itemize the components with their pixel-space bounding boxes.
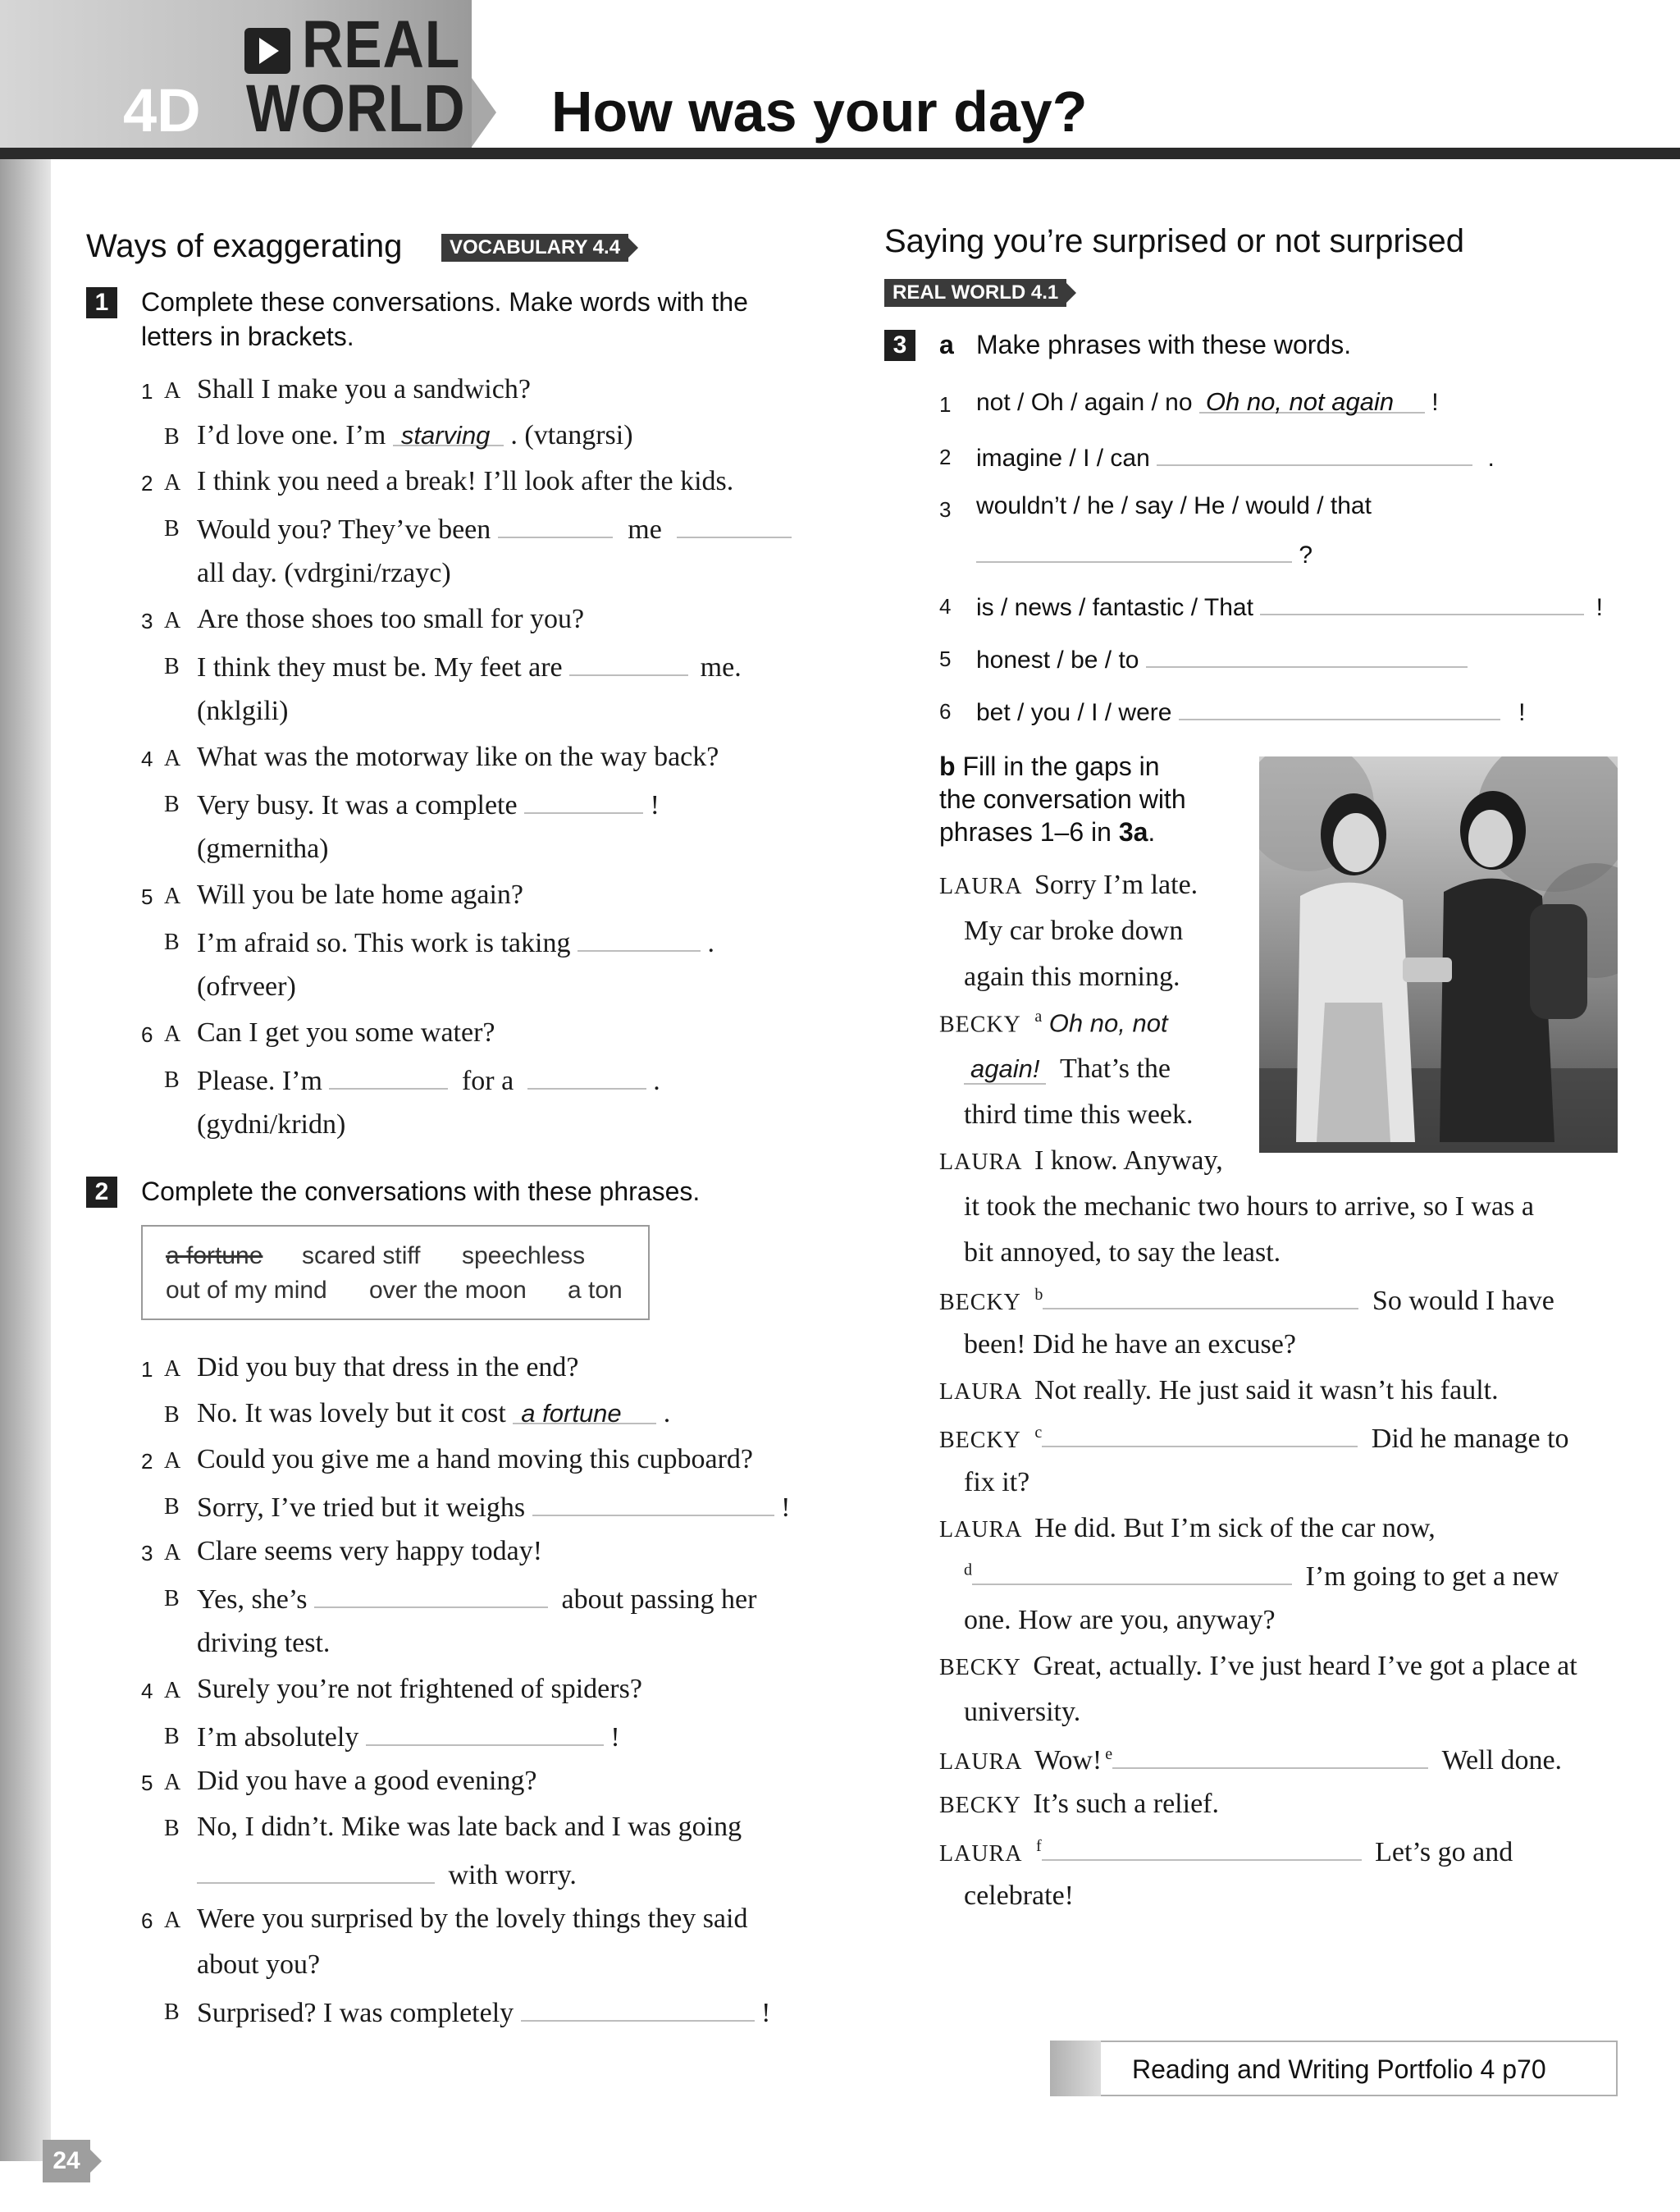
part-a-label: a xyxy=(939,330,954,359)
item-number: 4 xyxy=(939,594,952,619)
line-b: I’m absolutely ! xyxy=(197,1720,620,1753)
speaker-b: B xyxy=(164,1724,180,1749)
exercise-3-number: 3 xyxy=(884,330,915,361)
exercise-1-instruction: Complete these conversations. Make words with the xyxy=(141,287,748,317)
line-b-cont: all day. (vdrgini/rzayc) xyxy=(197,558,451,588)
dialogue-line-cont: $^d$ I’m going to get a new xyxy=(964,1559,1559,1593)
answer-blank[interactable] xyxy=(1042,1421,1358,1447)
exercise-2-instruction: Complete the conversations with these phrases. xyxy=(141,1177,701,1206)
line-b: I’m afraid so. This work is taking . xyxy=(197,925,714,959)
item-number: 6 xyxy=(939,699,952,724)
answer-blank[interactable] xyxy=(1146,642,1468,668)
answer-blank[interactable] xyxy=(1179,694,1500,720)
answer-blank[interactable] xyxy=(976,537,1292,563)
line-a: Did you buy that dress in the end? xyxy=(197,1352,579,1382)
speaker-b: B xyxy=(164,1586,180,1611)
word-prompt: imagine / I / can . xyxy=(976,440,1495,473)
item-number: 1 xyxy=(141,1357,153,1382)
phrase: scared stiff xyxy=(302,1242,421,1269)
speaker-b: B xyxy=(164,792,180,817)
answer-blank[interactable]: starving xyxy=(393,420,504,446)
speaker-a: A xyxy=(164,884,182,909)
header-rule xyxy=(0,148,1680,159)
item-number: 6 xyxy=(141,1908,153,1933)
line-b: Would you? They’ve been me xyxy=(197,512,792,546)
phrase: speechless xyxy=(462,1242,586,1269)
answer-blank[interactable] xyxy=(521,1995,755,2022)
line-a: Were you surprised by the lovely things they said xyxy=(197,1904,748,1934)
answer-blank[interactable] xyxy=(498,512,613,538)
part-b-instruction-cont: the conversation with xyxy=(939,784,1186,814)
brand-world: WORLD xyxy=(246,71,466,146)
item-number: 6 xyxy=(141,1022,153,1047)
speaker-b: B xyxy=(164,930,180,955)
speaker-b: B xyxy=(164,1402,180,1428)
exercise-1-number: 1 xyxy=(86,287,117,318)
answer-blank[interactable]: Oh no, not again xyxy=(1199,387,1425,414)
word-prompt: wouldn’t / he / say / He / would / that xyxy=(976,492,1372,519)
item-number: 3 xyxy=(141,1541,153,1565)
line-a: Did you have a good evening? xyxy=(197,1766,537,1796)
dialogue-line-cont: bit annoyed, to say the least. xyxy=(964,1237,1281,1268)
page-number: 24 xyxy=(43,2140,90,2182)
line-a: Clare seems very happy today! xyxy=(197,1536,543,1566)
dialogue-line: BECKY Great, actually. I’ve just heard I’ve got a place at xyxy=(939,1651,1577,1681)
exercise-2-number: 2 xyxy=(86,1177,117,1208)
speaker-a: A xyxy=(164,1770,182,1795)
line-a: Are those shoes too small for you? xyxy=(197,604,585,634)
answer-blank[interactable] xyxy=(314,1582,548,1608)
dialogue-line-cont: again! That’s the xyxy=(964,1053,1171,1085)
line-b: Very busy. It was a complete ! xyxy=(197,788,660,821)
dialogue-line: LAURA Wow! $^e$ Well done. xyxy=(939,1743,1562,1776)
part-b-instruction: b Fill in the gaps in xyxy=(939,752,1160,781)
speaker-a: A xyxy=(164,1540,182,1565)
answer-blank[interactable] xyxy=(972,1559,1292,1585)
dialogue-line: LAURA Sorry I’m late. xyxy=(939,870,1198,900)
brand-real: REAL xyxy=(302,7,461,82)
word-prompt: bet / you / I / were ! xyxy=(976,694,1525,727)
item-number: 2 xyxy=(141,471,153,496)
answer-blank[interactable] xyxy=(1260,589,1584,615)
answer-blank[interactable] xyxy=(1043,1283,1358,1309)
dialogue-line: LAURA Not really. He just said it wasn’t his fault. xyxy=(939,1375,1499,1405)
phrase: over the moon xyxy=(369,1277,527,1304)
speaker-a: A xyxy=(164,1908,182,1933)
line-b: Please. I’m for a . xyxy=(197,1063,660,1097)
dialogue-line: BECKY $^c$ Did he manage to xyxy=(939,1421,1569,1455)
item-number: 5 xyxy=(141,884,153,909)
speaker-a: A xyxy=(164,1356,182,1382)
line-b-cont: with worry. xyxy=(197,1858,577,1891)
speaker-b: B xyxy=(164,1067,180,1093)
line-a: Can I get you some water? xyxy=(197,1017,495,1048)
answer-blank[interactable] xyxy=(524,788,643,814)
answer-blank[interactable] xyxy=(1112,1743,1428,1769)
answer-blank[interactable] xyxy=(578,925,701,952)
item-number: 2 xyxy=(141,1449,153,1474)
answer-blank[interactable] xyxy=(527,1063,646,1090)
line-a: I think you need a break! I’ll look after the kids. xyxy=(197,466,734,496)
speaker-a: A xyxy=(164,1448,182,1474)
answer-blank[interactable] xyxy=(366,1720,604,1746)
line-a: Could you give me a hand moving this cupboard? xyxy=(197,1444,753,1474)
answer-blank[interactable] xyxy=(1042,1835,1362,1861)
answer-blank[interactable] xyxy=(197,1858,435,1884)
real-world-heading: Saying you’re surprised or not surprised xyxy=(884,223,1465,259)
speaker-b: B xyxy=(164,654,180,679)
dialogue-line-cont: been! Did he have an excuse? xyxy=(964,1329,1296,1360)
portfolio-reference-shade xyxy=(1050,2041,1101,2096)
unit-number: 4D xyxy=(123,76,201,144)
dialogue-line-cont: fix it? xyxy=(964,1467,1030,1497)
real-world-tag: REAL WORLD 4.1 xyxy=(884,279,1066,307)
speaker-b: B xyxy=(164,424,180,450)
part-a-instruction: Make phrases with these words. xyxy=(976,330,1352,359)
word-prompt-cont: ? xyxy=(976,537,1312,569)
answer-blank[interactable] xyxy=(1157,440,1472,466)
item-number: 5 xyxy=(939,647,952,671)
item-number: 4 xyxy=(141,1679,153,1703)
dialogue-line-cont: one. How are you, anyway? xyxy=(964,1605,1276,1635)
phrase: out of my mind xyxy=(166,1277,327,1304)
header-arrow xyxy=(472,78,496,147)
line-a: What was the motorway like on the way back? xyxy=(197,742,719,772)
line-a: Will you be late home again? xyxy=(197,880,523,910)
answer-blank[interactable] xyxy=(569,650,688,676)
portfolio-reference: Reading and Writing Portfolio 4 p70 xyxy=(1132,2054,1546,2084)
speaker-a: A xyxy=(164,746,182,771)
speaker-a: A xyxy=(164,378,182,404)
word-prompt: is / news / fantastic / That ! xyxy=(976,589,1603,622)
dialogue-line-cont: third time this week. xyxy=(964,1099,1194,1130)
line-b: I think they must be. My feet are me. xyxy=(197,650,742,683)
vocabulary-tag: VOCABULARY 4.4 xyxy=(441,234,628,262)
line-b: No. It was lovely but it cost a fortune . xyxy=(197,1398,671,1428)
line-b-cont: (ofrveer) xyxy=(197,971,296,1002)
answer-blank[interactable] xyxy=(329,1063,448,1090)
speaker-a: A xyxy=(164,1021,182,1047)
dialogue-line-cont: university. xyxy=(964,1697,1081,1727)
speaker-b: B xyxy=(164,516,180,542)
item-number: 3 xyxy=(939,497,952,522)
dialogue-line: BECKY It’s such a relief. xyxy=(939,1789,1219,1819)
item-number: 4 xyxy=(141,747,153,771)
line-b: Surprised? I was completely ! xyxy=(197,1995,771,2029)
phrase-crossed-out: a fortune xyxy=(166,1242,263,1269)
speaker-a: A xyxy=(164,608,182,633)
dialogue-line: BECKY $^a$ Oh no, not xyxy=(939,1008,1168,1038)
speaker-b: B xyxy=(164,1494,180,1520)
word-prompt: not / Oh / again / no Oh no, not again ! xyxy=(976,387,1439,416)
photo-two-women-talking xyxy=(1259,756,1618,1153)
dialogue-line-cont: it took the mechanic two hours to arrive, so I was a xyxy=(964,1191,1534,1222)
phrase: a ton xyxy=(568,1277,623,1304)
speaker-b: B xyxy=(164,1816,180,1841)
line-b-cont: (gmernitha) xyxy=(197,834,329,864)
item-number: 2 xyxy=(939,445,952,469)
line-b: No, I didn’t. Mike was late back and I was going xyxy=(197,1812,742,1842)
phrase-box xyxy=(141,1225,650,1320)
answer-blank[interactable]: a fortune xyxy=(513,1398,656,1424)
dialogue-line-cont: My car broke down xyxy=(964,916,1184,946)
play-icon xyxy=(244,28,290,74)
dialogue-line: BECKY $^b$ So would I have xyxy=(939,1283,1554,1317)
dialogue-line-cont: celebrate! xyxy=(964,1881,1074,1911)
line-b-cont: (nklgili) xyxy=(197,696,289,726)
speaker-a: A xyxy=(164,470,182,496)
item-number: 1 xyxy=(939,392,952,417)
item-number: 3 xyxy=(141,609,153,633)
speaker-b: B xyxy=(164,1999,180,2025)
item-number: 5 xyxy=(141,1771,153,1795)
dialogue-line: LAURA $^f$ Let’s go and xyxy=(939,1835,1513,1868)
item-number: 1 xyxy=(141,379,153,404)
line-b: I’d love one. I’m starving . (vtangrsi) xyxy=(197,420,633,450)
dialogue-line: LAURA He did. But I’m sick of the car now, xyxy=(939,1513,1436,1543)
vocab-heading: Ways of exaggerating xyxy=(86,228,403,264)
line-b: Yes, she’s about passing her xyxy=(197,1582,756,1616)
line-b-cont: driving test. xyxy=(197,1628,331,1658)
dialogue-line-cont: again this morning. xyxy=(964,962,1180,992)
line-b-cont: (gydni/kridn) xyxy=(197,1109,346,1140)
answer-blank[interactable] xyxy=(532,1490,774,1516)
line-a: Surely you’re not frightened of spiders? xyxy=(197,1674,642,1704)
page-title: How was your day? xyxy=(551,80,1088,144)
speaker-a: A xyxy=(164,1678,182,1703)
exercise-1-instruction-cont: letters in brackets. xyxy=(141,322,354,351)
answer-blank[interactable] xyxy=(677,512,792,538)
line-a-cont: about you? xyxy=(197,1949,321,1980)
word-prompt: honest / be / to xyxy=(976,642,1468,674)
dialogue-line: LAURA I know. Anyway, xyxy=(939,1145,1223,1176)
left-edge-shade xyxy=(0,159,51,2161)
part-b-instruction-cont: phrases 1–6 in 3a. xyxy=(939,817,1156,847)
line-a: Shall I make you a sandwich? xyxy=(197,374,531,404)
line-b: Sorry, I’ve tried but it weighs ! xyxy=(197,1490,790,1524)
